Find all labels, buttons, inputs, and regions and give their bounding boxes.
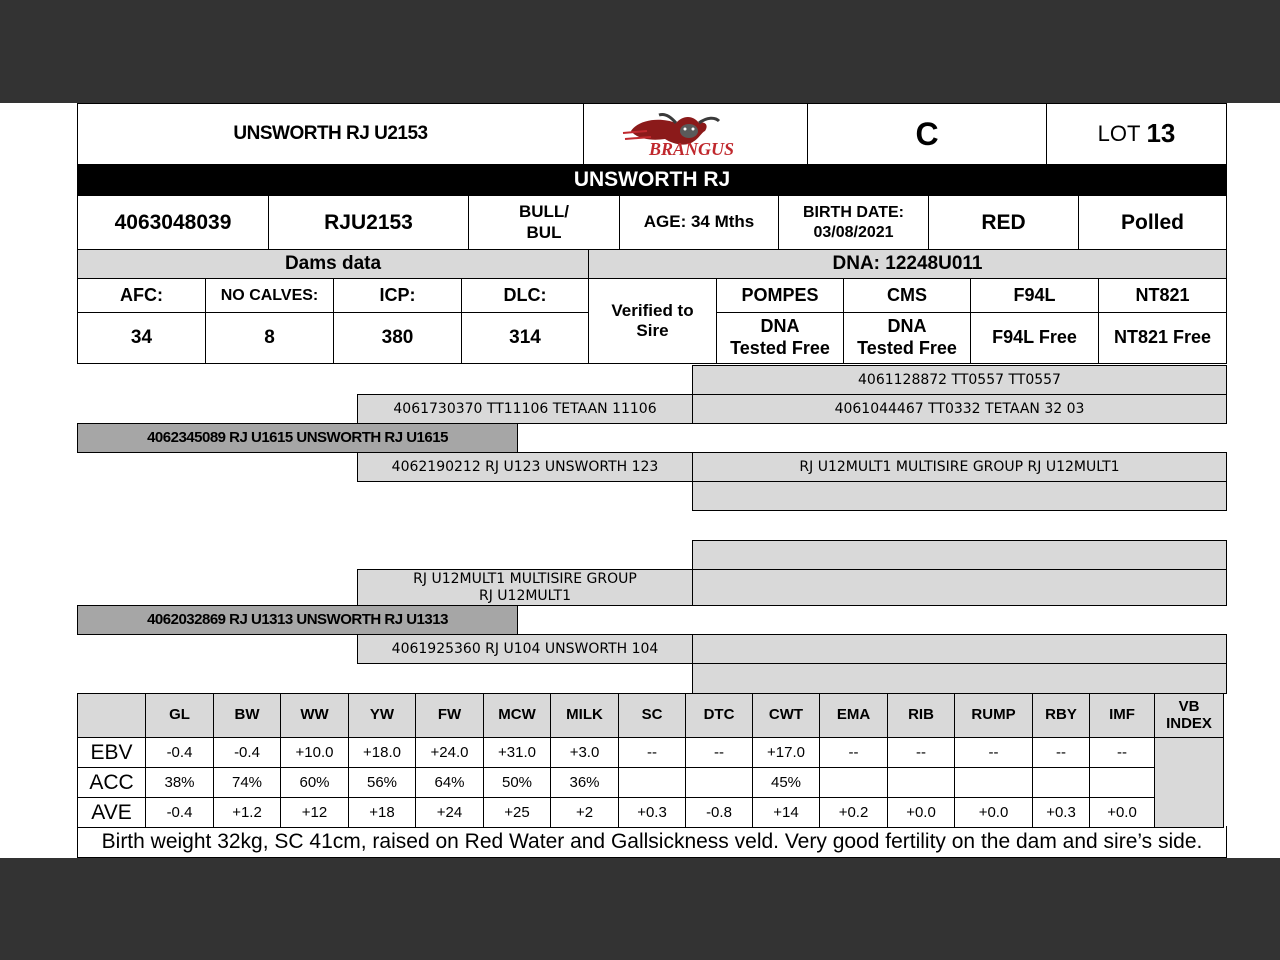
pedigree-sire-sire: 4061730370 TT11106 TETAAN 11106 (357, 394, 693, 424)
ebv-cell: +18.0 (349, 738, 416, 768)
catalogue-page (0, 103, 1280, 858)
ebv-col-cwt: CWT (753, 694, 820, 738)
ebv-col-dtc: DTC (686, 694, 753, 738)
dna-test-f94l: F94L (970, 278, 1099, 313)
pedigree-dam: 4062032869 RJ U1313 UNSWORTH RJ U1313 (77, 605, 518, 635)
dna-result-cms: DNA Tested Free (843, 312, 971, 364)
ebv-cell: +10.0 (281, 738, 349, 768)
ebv-cell: +0.3 (1033, 798, 1090, 828)
ebv-cell: -- (686, 738, 753, 768)
pedigree-dam-dam-dam (692, 663, 1227, 694)
lot-label: LOT (1097, 120, 1141, 146)
vb-index-value (1155, 738, 1224, 828)
ebv-cell: -- (820, 738, 888, 768)
horn-status: Polled (1078, 195, 1227, 250)
ebv-cell: -- (619, 738, 686, 768)
dams-value-icp: 380 (333, 312, 462, 364)
dna-result-pompes: DNA Tested Free (716, 312, 844, 364)
pedigree-sire-sire-dam: 4061044467 TT0332 TETAAN 32 03 (692, 394, 1227, 424)
ebv-cell: -- (1033, 738, 1090, 768)
ebv-col-rump: RUMP (955, 694, 1033, 738)
ebv-cell: +0.3 (619, 798, 686, 828)
dams-value-afc: 34 (77, 312, 206, 364)
pedigree-dam-sire-dam (692, 569, 1227, 606)
ebv-cell: 38% (146, 768, 214, 798)
ebv-row-acc (78, 768, 1224, 798)
pedigree-dam-dam: 4061925360 RJ U104 UNSWORTH 104 (357, 634, 693, 664)
dams-header-icp: ICP: (333, 278, 462, 313)
ebv-cell: +2 (551, 798, 619, 828)
ebv-cell: +0.0 (1090, 798, 1155, 828)
animal-id: RJU2153 (268, 195, 469, 250)
comment-text: Birth weight 32kg, SC 41cm, raised on Red Water and Gallsickness veld. Very good fertility on the dam and sire’s side. (77, 826, 1227, 858)
lot-box (1046, 103, 1227, 165)
ebv-cell (820, 768, 888, 798)
ebv-cell: 64% (416, 768, 484, 798)
ebv-cell: +31.0 (484, 738, 551, 768)
dna-test-cms: CMS (843, 278, 971, 313)
breeder-bar: UNSWORTH RJ (77, 164, 1227, 196)
birth-date: BIRTH DATE: 03/08/2021 (778, 195, 929, 250)
ebv-col-fw: FW (416, 694, 484, 738)
ebv-col-yw: YW (349, 694, 416, 738)
pedigree-sire-dam-sire: RJ U12MULT1 MULTISIRE GROUP RJ U12MULT1 (692, 452, 1227, 482)
ebv-cell (1033, 768, 1090, 798)
ebv-cell: +24.0 (416, 738, 484, 768)
row-label-ave: AVE (78, 798, 146, 828)
ebv-cell: -- (1090, 738, 1155, 768)
pedigree-sire-sire-sire: 4061128872 TT0557 TT0557 (692, 365, 1227, 395)
ebv-cell: -0.8 (686, 798, 753, 828)
ebv-cell: 74% (214, 768, 281, 798)
dams-value-dlc: 314 (461, 312, 589, 364)
ebv-cell (619, 768, 686, 798)
ebv-corner (78, 694, 146, 738)
ebv-cell: 36% (551, 768, 619, 798)
colour: RED (928, 195, 1079, 250)
ebv-cell: +14 (753, 798, 820, 828)
ebv-cell: +0.0 (888, 798, 955, 828)
ebv-col-milk: MILK (551, 694, 619, 738)
ebv-cell: +17.0 (753, 738, 820, 768)
ebv-cell: -0.4 (214, 738, 281, 768)
ebv-cell: +0.2 (820, 798, 888, 828)
dna-test-nt821: NT821 (1098, 278, 1227, 313)
ebv-cell: +1.2 (214, 798, 281, 828)
ebv-cell: +0.0 (955, 798, 1033, 828)
ebv-cell: 60% (281, 768, 349, 798)
registration-number: 4063048039 (77, 195, 269, 250)
ebv-cell (888, 768, 955, 798)
svg-text:BRANGUS: BRANGUS (648, 139, 734, 159)
bull-head-icon (621, 109, 771, 159)
ebv-cell: 56% (349, 768, 416, 798)
ebv-cell: 45% (753, 768, 820, 798)
ebv-cell: +12 (281, 798, 349, 828)
ebv-col-imf: IMF (1090, 694, 1155, 738)
row-label-acc: ACC (78, 768, 146, 798)
pedigree-sire: 4062345089 RJ U1615 UNSWORTH RJ U1615 (77, 423, 518, 453)
dams-value-calves: 8 (205, 312, 334, 364)
pedigree-dam-sire: RJ U12MULT1 MULTISIRE GROUP RJ U12MULT1 (357, 569, 693, 606)
pedigree-dam-dam-sire (692, 634, 1227, 664)
ebv-row-ebv (78, 738, 1224, 768)
ebv-col-ema: EMA (820, 694, 888, 738)
age: AGE: 34 Mths (619, 195, 779, 250)
dna-title: DNA: 12248U011 (588, 249, 1227, 279)
dna-result-f94l: F94L Free (970, 312, 1099, 364)
ebv-cell: -0.4 (146, 798, 214, 828)
dams-header-dlc: DLC: (461, 278, 589, 313)
ebv-col-vb-index: VB INDEX (1155, 694, 1224, 738)
ebv-col-mcw: MCW (484, 694, 551, 738)
row-label-ebv: EBV (78, 738, 146, 768)
ebv-cell: +24 (416, 798, 484, 828)
dna-result-nt821: NT821 Free (1098, 312, 1227, 364)
ebv-cell: -- (888, 738, 955, 768)
ebv-cell (686, 768, 753, 798)
ebv-cell: +25 (484, 798, 551, 828)
dams-data-title: Dams data (77, 249, 589, 279)
ebv-col-rby: RBY (1033, 694, 1090, 738)
ebv-header-row (78, 694, 1224, 738)
ebv-col-sc: SC (619, 694, 686, 738)
ebv-cell (955, 768, 1033, 798)
ebv-table (77, 693, 1224, 828)
ebv-cell: 50% (484, 768, 551, 798)
ebv-row-ave (78, 798, 1224, 828)
dams-header-calves: NO CALVES: (205, 278, 334, 313)
sex: BULL/ BUL (468, 195, 620, 250)
brangus-logo (583, 103, 808, 165)
dams-header-afc: AFC: (77, 278, 206, 313)
ebv-col-bw: BW (214, 694, 281, 738)
ebv-cell: +18 (349, 798, 416, 828)
grade: C (807, 103, 1047, 165)
ebv-col-gl: GL (146, 694, 214, 738)
lot-number: 13 (1146, 118, 1176, 149)
ebv-cell: -0.4 (146, 738, 214, 768)
ebv-cell (1090, 768, 1155, 798)
verified-to-sire: Verified to Sire (588, 278, 717, 364)
ebv-col-rib: RIB (888, 694, 955, 738)
ebv-col-ww: WW (281, 694, 349, 738)
animal-name: UNSWORTH RJ U2153 (77, 103, 584, 165)
dna-test-pompes: POMPES (716, 278, 844, 313)
pedigree-dam-sire-sire (692, 540, 1227, 570)
pedigree-sire-dam: 4062190212 RJ U123 UNSWORTH 123 (357, 452, 693, 482)
ebv-cell: -- (955, 738, 1033, 768)
pedigree-sire-dam-dam (692, 481, 1227, 511)
ebv-cell: +3.0 (551, 738, 619, 768)
